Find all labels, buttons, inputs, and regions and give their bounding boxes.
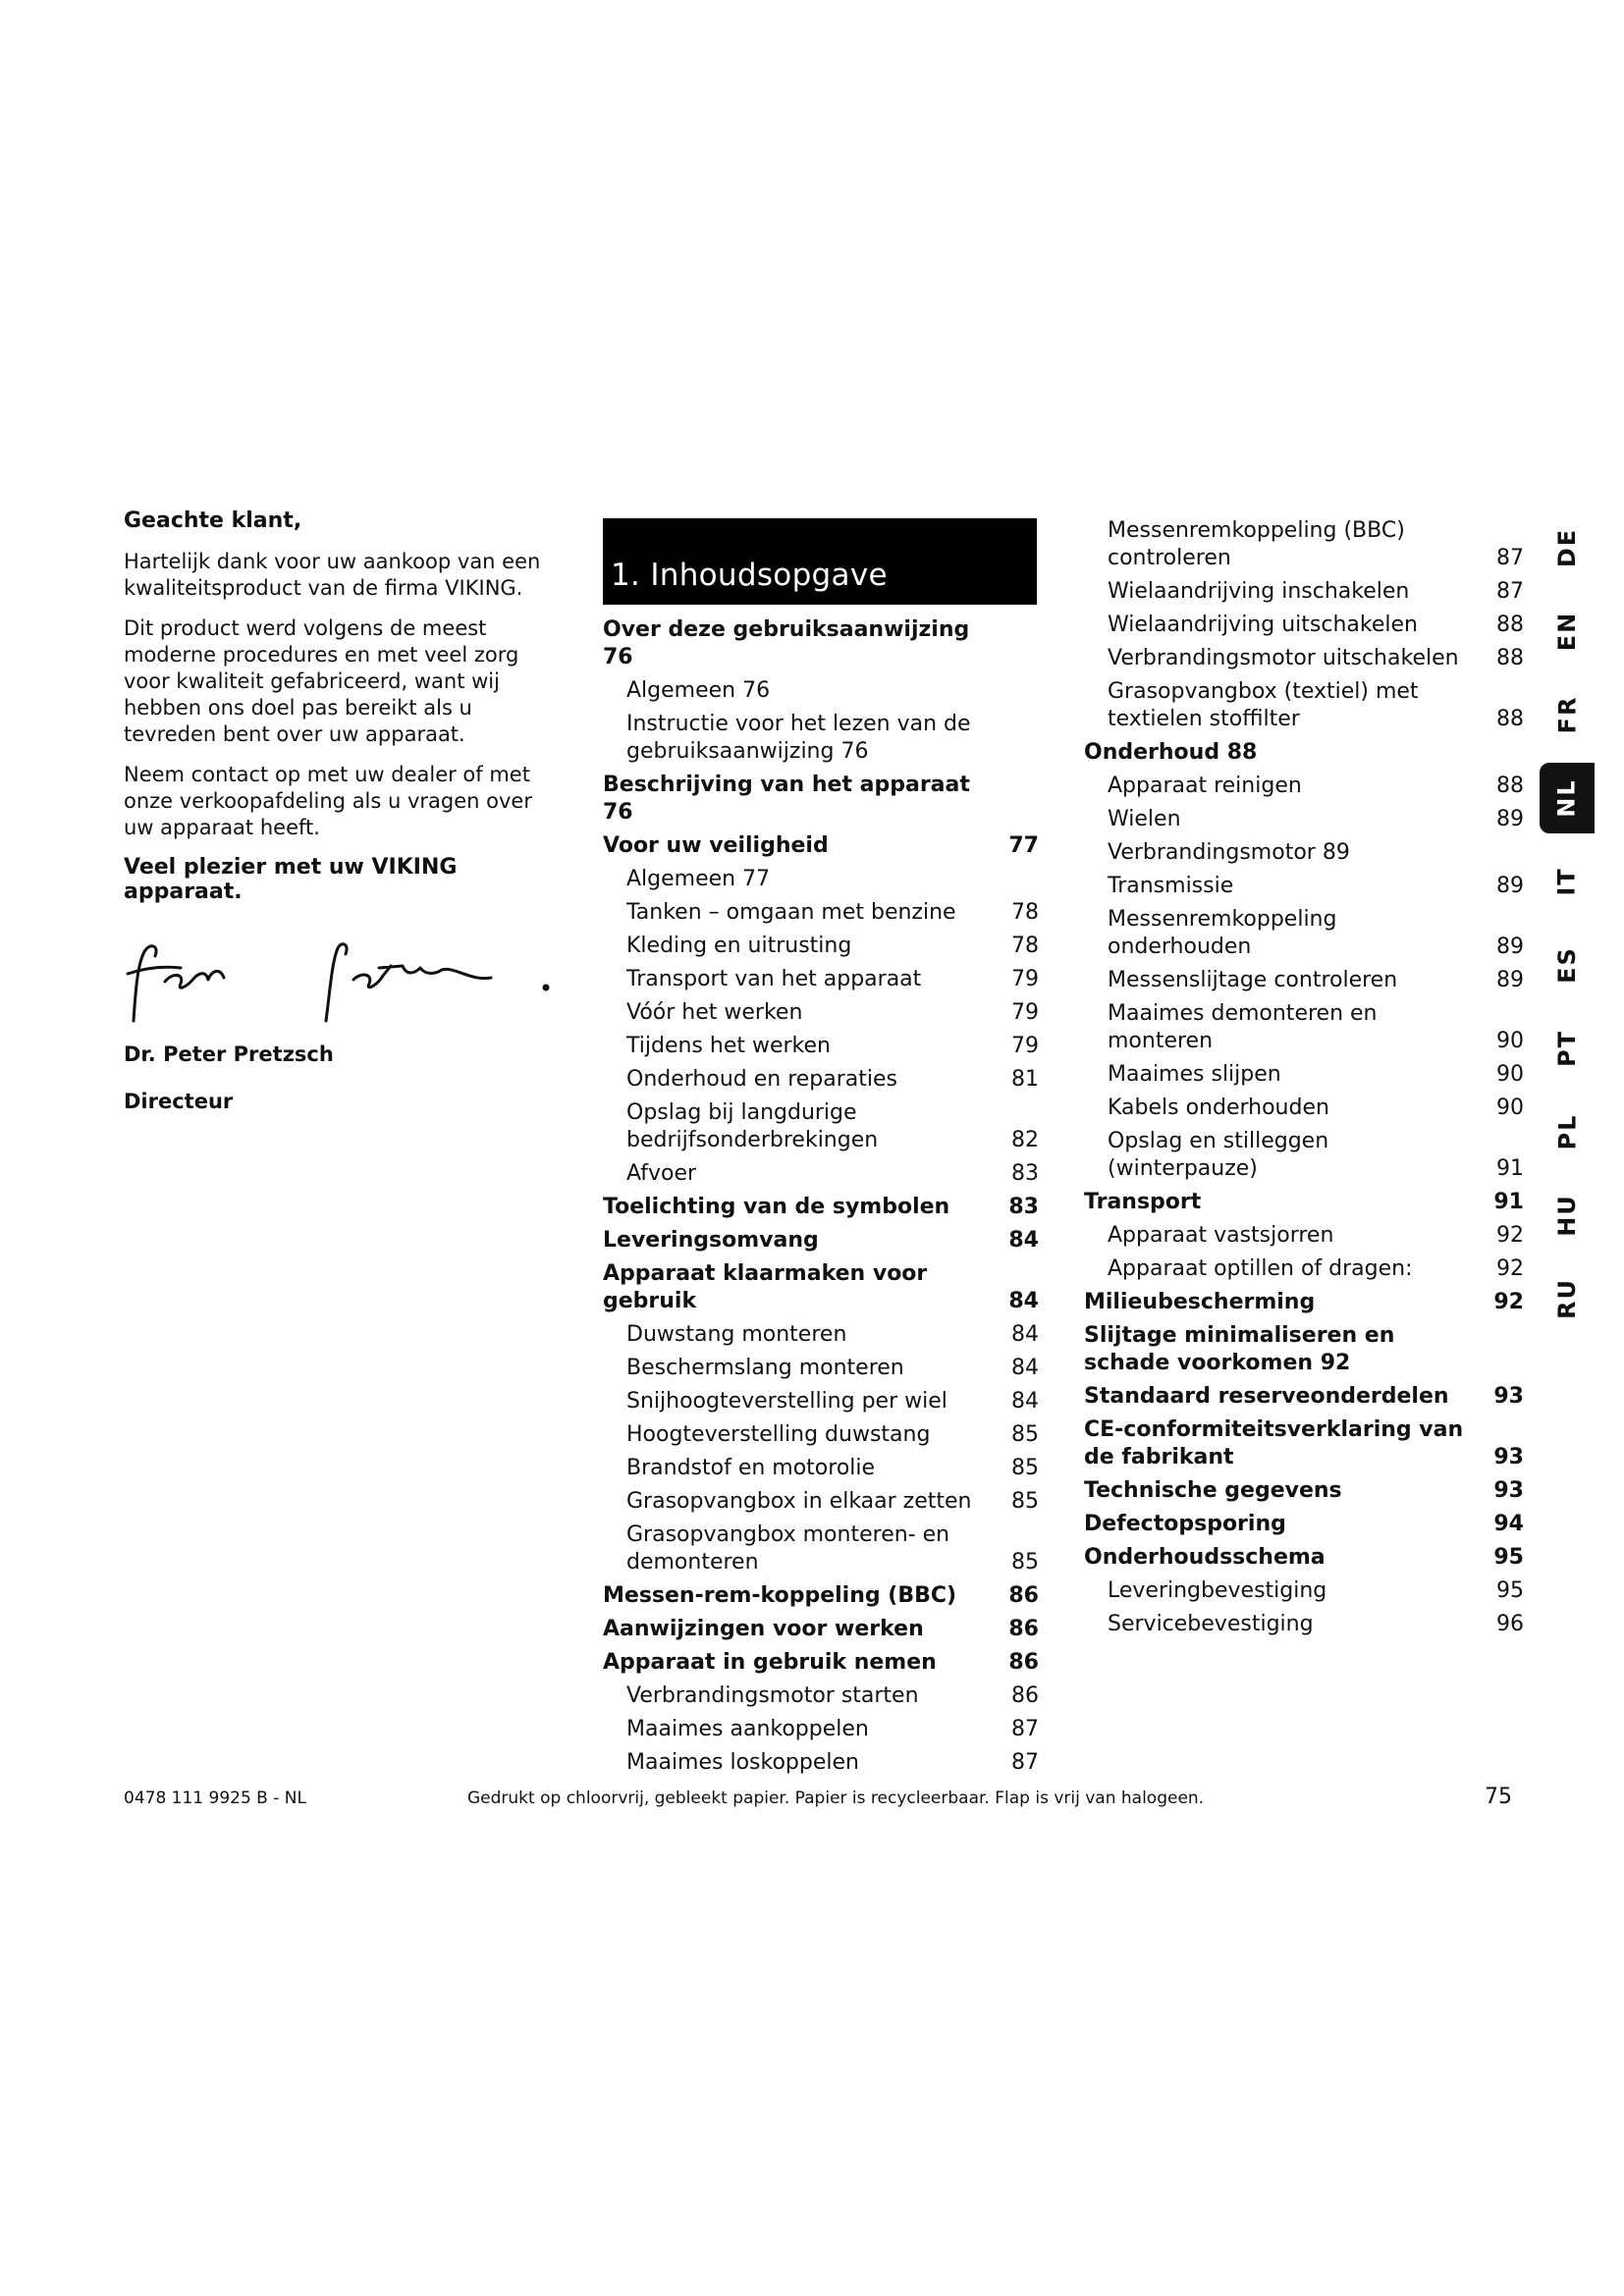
toc-entry-title: Technische gegevens [1084,1478,1342,1503]
toc-entry-page: 89 [1496,807,1524,831]
toc-entry-page: 93 [1493,1384,1524,1409]
toc-entry[interactable] [603,1260,1039,1315]
toc-entry-page: 96 [1496,1612,1524,1636]
toc-entry-page: 93 [1493,1478,1524,1503]
toc-entry-title: Milieubescherming [1084,1290,1316,1314]
toc-entry-page: 93 [1493,1445,1524,1469]
toc-entry-title: Messenremkoppeling onderhouden [1108,907,1337,959]
toc-entry-title: Brandstof en motorolie [626,1456,876,1480]
toc-entry[interactable] [603,1582,1039,1610]
toc-entry-title: Wielen [1108,807,1181,831]
language-tab-label: ES [1553,946,1581,984]
toc-entry-title: Onderhoud 88 [1084,740,1258,765]
toc-entry-page: 87 [1496,579,1524,604]
toc-entry-title: Over deze gebruiksaanwijzing 76 [603,617,970,669]
toc-entry[interactable] [603,1488,1039,1516]
toc-entry[interactable] [603,677,1039,705]
toc-entry-page: 85 [1011,1550,1039,1575]
language-tab-label: RU [1553,1278,1581,1319]
letter-paragraph: Hartelijk dank voor uw aankoop van een kwaliteitsproduct van de firma VIKING. [124,550,541,600]
toc-entry[interactable] [603,966,1039,993]
toc-entry-page: 88 [1496,646,1524,670]
toc-entry[interactable] [603,1033,1039,1060]
toc-entry[interactable] [603,1455,1039,1482]
paper-note: Gedrukt op chloorvrij, gebleekt papier. Papier is recycleerbaar. Flap is vrij van halogeen. [467,1789,1205,1808]
toc-entry-page: 92 [1496,1223,1524,1248]
signer-name: Dr. Peter Pretzsch [124,1042,334,1066]
toc-entry-page: 83 [1008,1195,1039,1219]
toc-entry-title: Tijdens het werken [626,1034,831,1058]
toc-entry[interactable] [603,1388,1039,1415]
handwritten-signature [126,923,558,1031]
toc-entry[interactable] [603,832,1039,860]
toc-entry-title: Apparaat reinigen [1108,774,1302,798]
toc-entry-title: Maaimes aankoppelen [626,1717,869,1741]
toc-entry-page: 84 [1011,1356,1039,1380]
toc-entry[interactable] [603,1321,1039,1349]
toc-entry-page: 90 [1496,1062,1524,1087]
toc-title: 1. Inhoudsopgave [611,558,888,593]
toc-entry-title: Aanwijzingen voor werken [603,1617,924,1641]
toc-entry-page: 95 [1493,1545,1524,1570]
page-number: 75 [1485,1785,1512,1809]
toc-entry[interactable] [1084,645,1524,672]
toc-entry[interactable] [1084,1289,1524,1316]
toc-entry-page: 78 [1011,900,1039,925]
toc-entry-title: Transport [1084,1190,1202,1214]
toc-entry-title: Grasopvangbox (textiel) met textielen stoffilter [1108,679,1419,731]
language-tab-label: PL [1552,1113,1581,1150]
toc-entry-title: Apparaat klaarmaken voor gebruik [603,1261,928,1313]
toc-column-1 [603,616,1039,1783]
language-tab-label: EN [1552,611,1581,652]
toc-entry-page: 86 [1008,1617,1039,1641]
toc-entry-title: Verbrandingsmotor 89 [1108,840,1350,865]
toc-entry-title: Defectopsporing [1084,1512,1286,1536]
language-tab-hu[interactable] [1540,1180,1595,1251]
toc-entry-page: 88 [1496,707,1524,731]
toc-entry-title: Hoogteverstelling duwstang [626,1422,931,1447]
toc-entry-title: Messenslijtage controleren [1108,968,1398,992]
toc-entry[interactable] [1084,612,1524,639]
toc-entry-title: Transport van het apparaat [626,967,922,991]
toc-entry-title: Apparaat vastsjorren [1108,1223,1334,1248]
toc-entry[interactable] [1084,1577,1524,1605]
toc-entry-page: 84 [1008,1228,1039,1253]
toc-entry-page: 84 [1011,1322,1039,1347]
toc-entry-title: Beschermslang monteren [626,1356,904,1380]
toc-entry[interactable] [603,1066,1039,1094]
toc-entry[interactable] [1084,1222,1524,1250]
toc-entry[interactable] [1084,1061,1524,1089]
toc-entry-title: Grasopvangbox monteren- en demonteren [626,1522,950,1575]
toc-entry-title: Wielaandrijving uitschakelen [1108,613,1418,637]
toc-entry-page: 87 [1496,546,1524,570]
language-tab-it[interactable] [1540,846,1595,917]
toc-entry[interactable] [1084,578,1524,606]
toc-entry[interactable] [1084,1416,1524,1471]
toc-entry-title: Standaard reserveonderdelen [1084,1384,1449,1409]
toc-entry[interactable] [603,1682,1039,1710]
language-tabs [1540,512,1595,1347]
toc-entry-page: 90 [1496,1029,1524,1053]
toc-entry[interactable] [1084,517,1524,572]
signer-title: Directeur [124,1090,234,1113]
toc-entry[interactable] [603,1160,1039,1188]
toc-entry[interactable] [1084,1000,1524,1055]
toc-entry[interactable] [603,772,1039,827]
toc-entry-title: Beschrijving van het apparaat 76 [603,773,970,825]
toc-entry-title: Onderhoud en reparaties [626,1067,897,1092]
toc-entry[interactable] [603,1099,1039,1154]
toc-entry-page: 85 [1011,1489,1039,1514]
toc-entry[interactable] [1084,839,1524,867]
toc-entry[interactable] [1084,1383,1524,1411]
toc-entry-title: Voor uw veiligheid [603,833,829,858]
toc-entry[interactable] [603,1194,1039,1221]
toc-entry[interactable] [603,899,1039,927]
toc-entry-page: 91 [1496,1156,1524,1181]
toc-entry-title: Transmissie [1108,874,1234,898]
welcome-letter [124,508,556,904]
toc-entry-title: Maaimes demonteren en monteren [1108,1001,1378,1053]
toc-entry-title: CE-conformiteitsverklaring van de fabrikant [1084,1417,1464,1469]
toc-entry-page: 84 [1011,1389,1039,1414]
toc-entry-title: Onderhoudsschema [1084,1545,1326,1570]
toc-entry-page: 92 [1493,1290,1524,1314]
language-tab-pt[interactable] [1540,1013,1595,1084]
toc-entry-title: Tanken – omgaan met benzine [626,900,956,925]
toc-entry-title: Grasopvangbox in elkaar zetten [626,1489,972,1514]
language-tab-label: DE [1552,527,1581,568]
toc-entry-page: 79 [1011,1000,1039,1025]
toc-entry[interactable] [603,999,1039,1027]
toc-entry-title: Duwstang monteren [626,1322,847,1347]
language-tab-en[interactable] [1540,596,1595,667]
toc-entry-title: Afvoer [626,1161,697,1186]
toc-entry[interactable] [603,1522,1039,1576]
language-tab-label: FR [1553,695,1581,734]
toc-entry[interactable] [603,1355,1039,1382]
toc-title-bar [603,518,1037,605]
toc-entry[interactable] [1084,678,1524,733]
toc-entry-page: 84 [1008,1289,1039,1313]
toc-entry-page: 88 [1496,613,1524,637]
document-code: 0478 111 9925 B - NL [124,1789,306,1808]
toc-entry[interactable] [1084,1128,1524,1183]
toc-entry-page: 91 [1493,1190,1524,1214]
toc-entry-page: 92 [1496,1256,1524,1281]
toc-entry[interactable] [603,1616,1039,1643]
toc-entry-page: 89 [1496,934,1524,959]
language-tab-es[interactable] [1540,930,1595,1000]
toc-entry-title: Wielaandrijving inschakelen [1108,579,1410,604]
language-tab-label: NL [1552,778,1581,818]
toc-entry-title: Apparaat optillen of dragen: [1108,1256,1413,1281]
toc-entry[interactable] [1084,1255,1524,1283]
toc-entry[interactable] [1084,1611,1524,1638]
toc-entry[interactable] [1084,906,1524,961]
toc-entry[interactable] [1084,1095,1524,1122]
toc-entry-title: Opslag bij langdurige bedrijfsonderbrekingen [626,1100,879,1152]
language-tab-pl[interactable] [1540,1096,1595,1167]
toc-entry-title: Instructie voor het lezen van de gebruiksaanwijzing 76 [626,712,971,764]
toc-entry[interactable] [1084,873,1524,900]
toc-entry[interactable] [1084,739,1524,767]
toc-entry-page: 79 [1011,1034,1039,1058]
language-tab-label: HU [1552,1194,1581,1237]
toc-entry-title: Snijhoogteverstelling per wiel [626,1389,947,1414]
toc-entry-page: 79 [1011,967,1039,991]
toc-entry-page: 87 [1011,1750,1039,1775]
toc-column-2 [1084,517,1524,1644]
toc-entry-title: Maaimes slijpen [1108,1062,1281,1087]
toc-entry-title: Slijtage minimaliseren en schade voorkomen 92 [1084,1323,1395,1375]
toc-entry[interactable] [603,866,1039,893]
toc-entry-page: 83 [1011,1161,1039,1186]
toc-entry-page: 89 [1496,968,1524,992]
toc-entry-title: Kleding en uitrusting [626,934,852,958]
toc-entry-title: Servicebevestiging [1108,1612,1314,1636]
language-tab-label: PT [1553,1030,1581,1067]
toc-entry-title: Leveringsomvang [603,1228,819,1253]
toc-entry-page: 77 [1008,833,1039,858]
toc-entry[interactable] [1084,967,1524,994]
toc-entry[interactable] [1084,773,1524,800]
toc-entry-page: 85 [1011,1422,1039,1447]
language-tab-fr[interactable] [1540,679,1595,750]
toc-entry-title: Kabels onderhouden [1108,1095,1329,1120]
toc-entry-title: Algemeen 76 [626,678,771,703]
letter-paragraph: Neem contact op met uw dealer of met onze verkoopafdeling als u vragen over uw apparaat heeft. [124,763,532,839]
toc-entry-page: 90 [1496,1095,1524,1120]
toc-entry-page: 94 [1493,1512,1524,1536]
toc-entry-title: Apparaat in gebruik nemen [603,1650,937,1675]
language-tab-de[interactable] [1540,512,1595,583]
toc-entry[interactable] [603,1716,1039,1743]
toc-entry-page: 78 [1011,934,1039,958]
toc-entry[interactable] [1084,1477,1524,1505]
toc-entry[interactable] [603,616,1039,671]
toc-entry-page: 95 [1496,1578,1524,1603]
letter-closing: Veel plezier met uw VIKING apparaat. [124,855,458,904]
toc-entry-page: 86 [1008,1583,1039,1608]
language-tab-ru[interactable] [1540,1263,1595,1334]
language-tab-label: IT [1553,867,1581,896]
toc-entry[interactable] [1084,1322,1524,1377]
toc-entry-title: Algemeen 77 [626,867,771,891]
letter-paragraph: Dit product werd volgens de meest moderne procedures en met veel zorg voor kwaliteit gefabriceerd, want wij hebben ons doel pas bereikt als u tevreden bent over uw apparaat. [124,616,519,746]
toc-entry[interactable] [1084,1189,1524,1216]
toc-entry-page: 87 [1011,1717,1039,1741]
toc-entry[interactable] [603,1227,1039,1255]
toc-entry-title: Opslag en stilleggen (winterpauze) [1108,1129,1329,1181]
toc-entry-title: Vóór het werken [626,1000,803,1025]
language-tab-nl[interactable] [1540,763,1595,833]
toc-entry-page: 86 [1008,1650,1039,1675]
toc-entry-page: 81 [1011,1067,1039,1092]
toc-entry[interactable] [1084,1511,1524,1538]
toc-entry-title: Toelichting van de symbolen [603,1195,950,1219]
toc-entry[interactable] [1084,1544,1524,1572]
toc-entry-title: Maaimes loskoppelen [626,1750,859,1775]
toc-entry-page: 85 [1011,1456,1039,1480]
toc-entry[interactable] [603,1749,1039,1777]
toc-entry-title: Leveringbevestiging [1108,1578,1327,1603]
toc-entry-title: Verbrandingsmotor uitschakelen [1108,646,1459,670]
toc-entry[interactable] [1084,806,1524,833]
toc-entry-page: 86 [1011,1683,1039,1708]
toc-entry-title: Verbrandingsmotor starten [626,1683,919,1708]
toc-entry-page: 89 [1496,874,1524,898]
toc-entry[interactable] [603,1649,1039,1677]
toc-entry-page: 88 [1496,774,1524,798]
toc-entry[interactable] [603,1421,1039,1449]
toc-entry[interactable] [603,711,1039,766]
toc-entry-page: 82 [1011,1128,1039,1152]
toc-entry-title: Messen-rem-koppeling (BBC) [603,1583,957,1608]
letter-greeting: Geachte klant, [124,508,302,533]
toc-entry-title: Messenremkoppeling (BBC) controleren [1108,518,1405,570]
toc-entry[interactable] [603,933,1039,960]
